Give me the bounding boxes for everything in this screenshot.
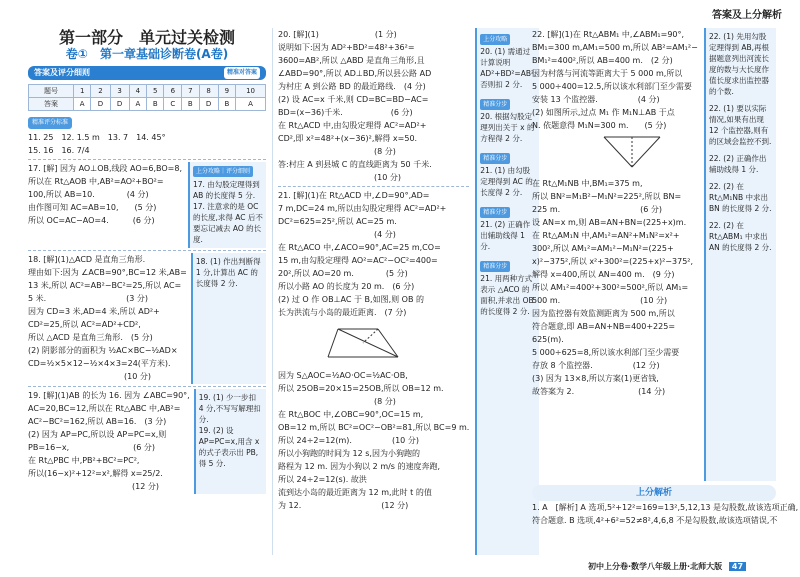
side-tag: 上分攻略｜评分细则 [193,166,253,177]
answer-table-cell: B [182,98,199,111]
solution-line: 在 Rt△M₁NB 中,BM₁=375 m, [532,179,643,188]
side-note-text: 22. (1) 先用勾股定理得到 AB,再根据题意列出河流长度的数与大长度作值长度求出监控器的个数. [709,32,770,96]
answer-table-cell: C [164,98,182,111]
figure-trapezoid [318,323,408,363]
side-tag: 精准分步 [480,153,510,164]
solution-line: (8 分) [278,147,396,156]
solution-line: BM₁²=400²,所以 AB=400 m. (2 分) [532,56,673,65]
solution-line: 因为监控器有效监测距离为 500 m,所以 [532,309,675,318]
solution-line: BM₁=300 m,AM₁=500 m,所以 AB²=AM₁²− [532,43,698,52]
answer-table-cell: 答案 [29,98,74,111]
side-note-text: 17. 注意求的是 OC 的长度,求得 AC 后不要忘记减去 AO 的长度. [193,202,263,244]
solution-line: 解得 x=400,所以 AN=400 m. (9 分) [532,270,675,279]
side-note-18 [191,253,266,384]
answer-table-cell: D [110,98,129,111]
solution-line: 因为 CD=3 米,AD=4 米,所以 AD²+ [28,307,160,316]
solution-line: BD=(x−36)千米. (6 分) [278,108,413,117]
solution-line: 所以 24÷2=12(m). (10 分) [278,436,419,445]
side-tag: 精准分步 [480,261,510,272]
footer-text: 初中上分卷·数学八年级上册·北师大版 [588,562,723,571]
solution-line: 流到达小岛的最近距离为 12 m,此时 t 的值 [278,488,432,497]
solution-line: x)²−375²,所以 x²+300²=(225+x)²−375², [532,257,694,266]
solution-line: 5 米. (3 分) [28,294,149,303]
solution-line: 所以(16−x)²+12²=x²,解得 x=25/2. [28,469,163,478]
side-note-text: 20. 根据勾股定理列出关于 x 的方程得 2 分. [480,112,535,143]
solution-line: 由作图可知 AC=AB=10, (5 分) [28,203,157,212]
solution-line: 在 Rt△AM₁N 中,AM₁²=AN²+M₁N²=x²+ [532,231,680,240]
answer-table [28,84,266,111]
solution-line: CD=½×5×12−½×4×3=24(平方米). [28,359,171,368]
solution-line: 安装 13 个监控器. (4 分) [532,95,660,104]
answer-table-cell: D [91,98,110,111]
solution-line: ∠ABD=90°,所以 AD⊥BD,所以县公路 AD [278,69,432,78]
answer-table-cell: 3 [110,85,129,98]
solution-line: 22. [解](1)在 Rt△ABM₁ 中,∠ABM₁=90°, [532,30,685,39]
solution-line: 21. [解](1)在 Rt△ACD 中,∠D=90°,AD= [278,191,430,200]
solution-line: (2) 阴影部分的面积为 ½AC×BC−½AD× [28,346,178,355]
solution-line: 17. [解] 因为 AO⊥OB,线段 AO=6,BO=8, [28,164,183,173]
question-19-solution [28,389,190,494]
solution-line: 225 m. (6 分) [532,205,663,214]
paper-title: 卷① 第一章基础诊断卷(A卷) [65,47,229,61]
solution-line: 300²,所以 AM₁²=AM₁²−M₁N²=(225+ [532,244,674,253]
solution-line: (2) 过 O 作 OB⊥AC 于 B,如图,则 OB 的 [278,295,425,304]
answer-banner [28,66,266,80]
solution-line: 答:村庄 A 到县城 C 的直线距离为 50 千米. [278,160,432,169]
question-18-block [28,250,266,384]
solution-line: DC²=625=25²,所以 AC=25 m. [278,217,397,226]
question-21-solution [278,186,469,319]
solution-line: 5 000÷625=8,所以该水利部门至少需要 [532,348,680,357]
side-note-text: 19. (1) 少一步扣 4 分,不写写解理扣分. [198,393,261,424]
answer-table-cell: 1 [73,85,90,98]
question-21-solution-cont [278,370,469,512]
solution-line: 路程为 12 m. 因为小狗以 2 m/s 的速度奔跑, [278,462,441,471]
solution-line: 3600=AB²,所以 △ABD 是直角三角形,且 [278,56,425,65]
side-note-text: 20. (1) 需通过计算说明 AD²+BD²=AB²,否则扣 2 分. [480,47,537,89]
answer-table-cell: 8 [199,85,218,98]
solution-line: (2) 因为 AP=PC,所以设 AP=PC=x,则 [28,430,167,439]
answer-table-cell: 题号 [29,85,74,98]
solution-line: 在 Rt△BOC 中,∠OBC=90°,OC=15 m, [278,410,424,419]
answer-table-cell: 7 [182,85,199,98]
solution-line: AC=20,BC=12,所以在 Rt△ABC 中,AB²= [28,404,181,413]
solution-line: 为村庄 A 到公路 BD 的最近路线. (4 分) [278,82,426,91]
solution-line: 19. [解](1)AB 的长为 16. 因为 ∠ABC=90°, [28,391,190,400]
solution-line: 18. [解](1)△ACD 是直角三角形. [28,255,146,264]
answer-table-answer-row [29,98,266,111]
side-note-text: 19. (2) 设 AP=PC=x,用含 x 的式子表示出 PB,得 5 分. [198,426,260,468]
side-note-text: 18. (1) 作出判断得 1 分,计算出 AC 的长度得 2 分. [195,257,261,288]
solution-line: 长为洪流与小岛的最近距离. (7 分) [278,308,407,317]
solution-line: 所以 25OB=20×15=25OB,所以 OB=12 m. [278,384,444,393]
answer-table-cell: B [147,98,164,111]
column-3 [532,28,799,555]
column-divider [272,28,273,555]
solution-line: CD²=25,所以 AC²=AD²+CD², [28,320,141,329]
solution-line: 所以 24÷2=12(s). 故洪 [278,475,367,484]
mini-label: 精准评分标准 [28,117,72,129]
solution-line: N. 依题意得 M₁N=300 m. (5 分) [532,121,667,130]
solution-line: 所以小路 AO 的长度为 20 m. (6 分) [278,282,415,291]
side-tag: 精准分步 [480,99,510,110]
solution-line: 13 米,所以 AC²=AB²−BC²=25,所以 AC= [28,281,182,290]
fill-answers-2: 15. 16 16. 7/4 [28,146,90,155]
solution-line: 20. [解](1) (1 分) [278,30,397,39]
solution-line: 所以在 Rt△AOB 中,AB²=AO²+BO²= [28,177,164,186]
solution-line: 7 m,DC=24 m,所以由勾股定理得 AC²=AD²+ [278,204,447,213]
section-title: 第一部分 单元过关检测 [58,28,235,47]
side-tag: 精准分步 [480,207,510,218]
solution-line: 设 AN=x m,则 AB=AN+BN=(225+x)m. [532,218,687,227]
solution-line: 存放 8 个监控器. (12 分) [532,361,660,370]
column-1 [28,28,266,555]
solution-line: 20²,所以 AO=20 m. (5 分) [278,269,408,278]
solution-line: 因为村落与河流等距离大于 5 000 m,所以 [532,69,683,78]
question-17-block [28,159,266,248]
solution-line: 所以 OC=AC−AO=4. (6 分) [28,216,155,225]
up-analysis-banner: 上分解析 [532,485,776,501]
answer-table-cell: 10 [236,85,266,98]
up-analysis-line: 符合题意. B 选项,4²+6²=52≠8²,4,6,8 不是勾股数,故该选项错误,不 [532,516,778,526]
solution-line: 所以 BN²=M₁B²−M₁N²=225²,所以 BN= [532,192,682,201]
side-tag: 上分攻略 [480,34,510,45]
solution-line: 理由如下:因为 ∠ACB=90°,BC=12 米,AB= [28,268,187,277]
solution-line: 所以 AM₁²=400²+300²=500²,所以 AM₁= [532,283,689,292]
side-note-text: 22. (2) 在 Rt△M₁NB 中求出 BN 的长度得 2 分. [709,182,772,213]
solution-line: (8 分) [278,397,396,406]
solution-line: (2) 设 AC=x 千米,则 CD=BC=BD−AC= [278,95,429,104]
answer-table-cell: A [236,98,266,111]
solution-line: 15 m,由勾股定理得 AO²=AC²−OC²=400= [278,256,438,265]
side-notes-column-2 [475,28,539,555]
answer-table-cell: 4 [129,85,146,98]
solution-line: OB=12 m,所以 BC²=OC²−OB²=81,所以 BC=9 m. [278,423,470,432]
side-note-text: 21. 用两种方式表示 △ACO 的面积,并求出 OB 的长度得 2 分. [480,274,534,316]
figure-triangle [602,133,662,173]
page-number: 47 [729,562,746,571]
question-22-solution-cont [532,178,698,398]
up-analysis-line: 1. A [解析] A 选项,5²+12²=169=13²,5,12,13 是勾股数,故该选项正确, [532,503,799,513]
answer-table-cell: 6 [164,85,182,98]
side-note-17 [188,162,266,248]
side-note-text: 17. 由勾股定理得到 AB 的长度得 5 分. [193,180,260,200]
solution-line: (10 分) [28,372,151,381]
page-footer [588,561,746,572]
solution-line: 因为 S△AOC=½AO·OC=½AC·OB, [278,371,408,380]
side-notes-column-3 [704,28,776,481]
solution-line: 说明如下:因为 AD²+BD²=48²+36²= [278,43,415,52]
solution-line: (4 分) [278,230,396,239]
side-note-text: 22. (2) 正确作出辅助线得 1 分. [709,154,767,174]
solution-line: 在 Rt△PBC 中,PB²+BC²=PC², [28,456,140,465]
answer-table-cell: A [73,98,90,111]
solution-line: 所以 △ACD 是直角三角形. (5 分) [28,333,153,342]
solution-line: AC²−BC²=162,所以 AB=16. (3 分) [28,417,167,426]
fill-answers-1: 11. 25 12. 1.5 m 13. 7 14. 45° [28,133,166,142]
banner-label: 答案及评分细则 [34,68,90,77]
solution-line: 在 Rt△ACO 中,∠ACO=90°,AC=25 m,CO= [278,243,441,252]
solution-line: (10 分) [278,173,401,182]
answer-table-cell: 5 [147,85,164,98]
solution-line: 100,所以 AB=10. (4 分) [28,190,149,199]
side-note-text: 22. (2) 在 Rt△ABM₁ 中求出 AN 的长度得 2 分. [709,221,772,252]
solution-line: (2) 如图所示,过点 M₁ 作 M₁N⊥AB 于点 [532,108,675,117]
side-note-text: 21. (1) 由勾股定理得到 AC 的长度得 2 分. [480,166,533,197]
side-note-text: 21. (2) 正确作出辅助线得 1 分. [480,220,531,251]
solution-line: 符合题意,即 AB=AN+NB=400+225= [532,322,676,331]
answer-table-cell: 2 [91,85,110,98]
question-19-block [28,386,266,494]
solution-line: 在 Rt△ACD 中,由勾股定理得 AC²=AD²+ [278,121,427,130]
banner-tag: 精准对答案 [224,67,260,79]
side-note-19 [194,389,266,494]
answer-table-cell: D [199,98,218,111]
question-17-solution [28,162,184,248]
answer-table-cell: 9 [218,85,235,98]
solution-line: 5 000÷400=12.5,所以该水利部门至少需要 [532,82,692,91]
solution-line: (12 分) [28,482,159,491]
solution-line: 500 m. (10 分) [532,296,668,305]
solution-line: 所以小狗跑的时间为 12 s,因为小狗跑的 [278,449,420,458]
solution-line: (3) 因为 13×8,所以方案(1)更省钱, [532,374,659,383]
solution-line: 为 12. (12 分) [278,501,409,510]
solution-line: 故答案为 2. (14 分) [532,387,666,396]
solution-line: CD²,即 x²=48²+(x−36)²,解得 x=50. [278,134,418,143]
question-20-solution [278,29,469,184]
side-note-text: 22. (1) 要以实际情况,如果有出现 12 个监控器,则有的区域会监控不到. [709,104,772,146]
answer-table-cell: A [129,98,146,111]
question-18-solution [28,253,187,384]
answer-table-cell: B [218,98,235,111]
column-2 [278,28,537,555]
answer-table-header-row [29,85,266,98]
question-22-solution [532,29,698,132]
solution-line: 625(m). [532,335,564,344]
page-header-title: 答案及上分解析 [712,10,782,21]
solution-line: PB=16−x, (6 分) [28,443,156,452]
